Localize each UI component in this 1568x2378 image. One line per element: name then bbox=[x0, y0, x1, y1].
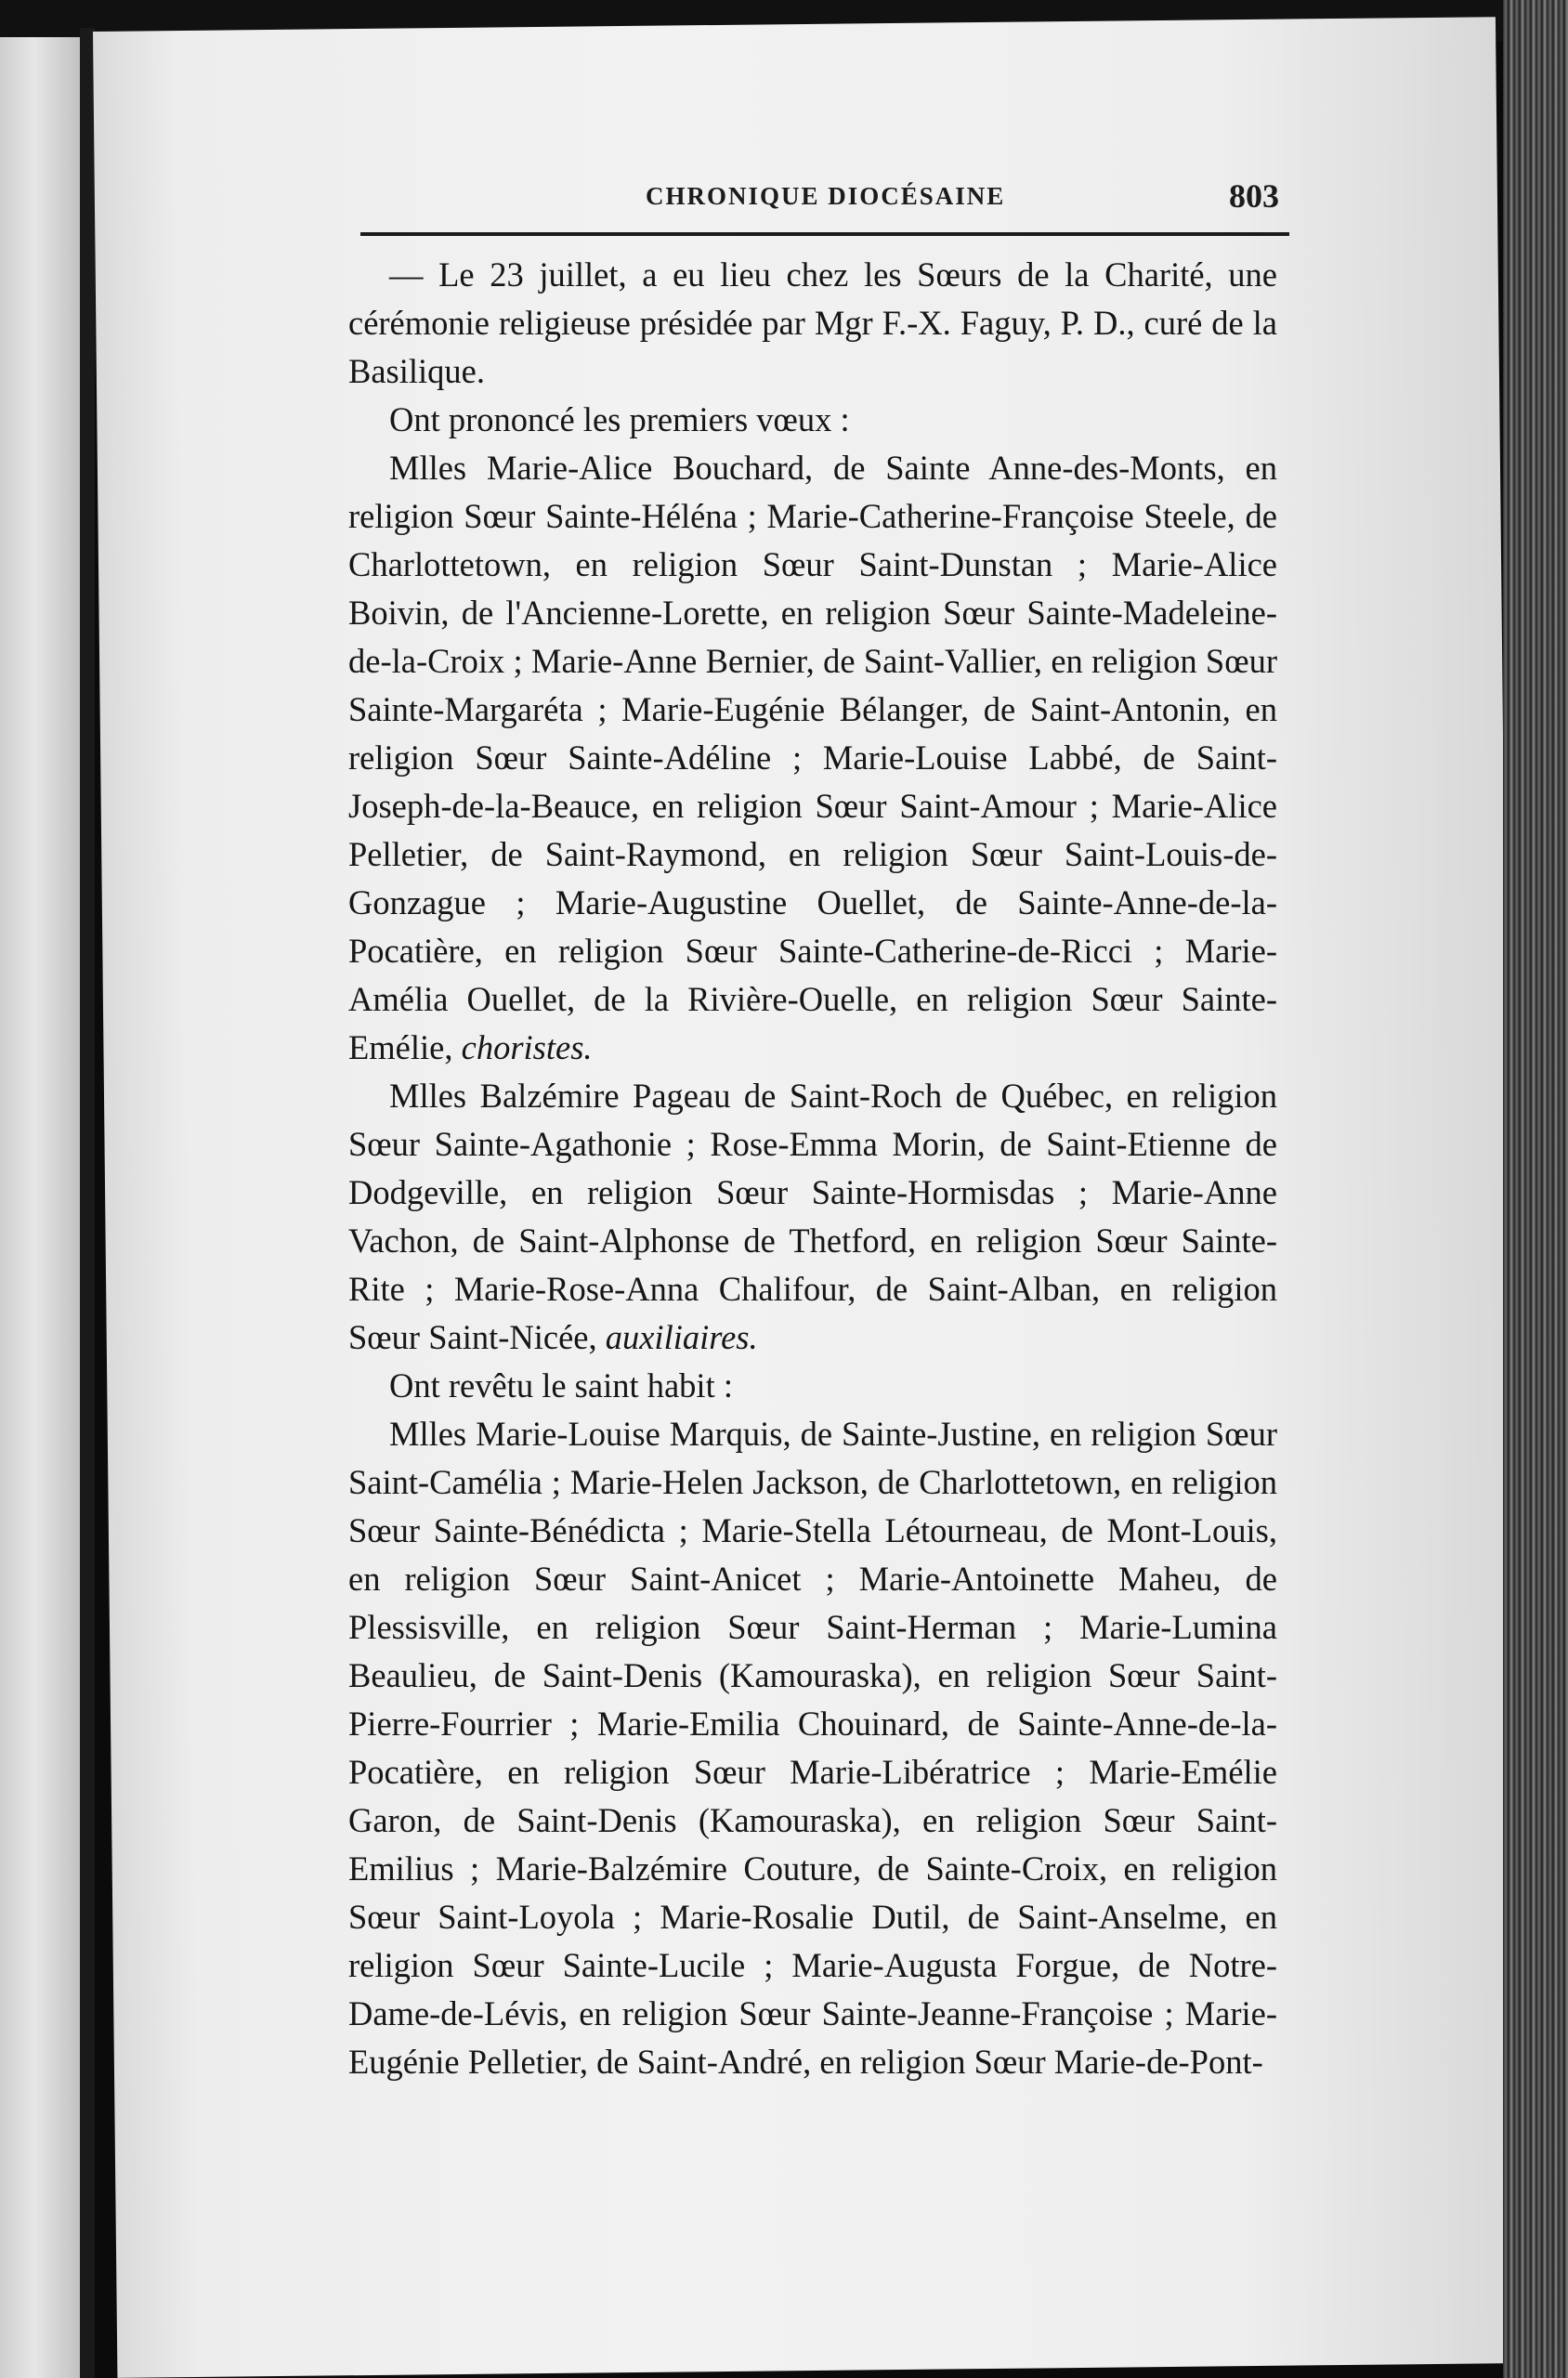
facing-page-edge bbox=[0, 37, 85, 2378]
page-stack-edges bbox=[1503, 0, 1568, 2378]
running-title: CHRONIQUE DIOCÉSAINE bbox=[646, 182, 1006, 210]
paragraph-text: Mlles Marie-Alice Bouchard, de Sainte Anne-des-Monts, en religion Sœur Sainte-Héléna ; Marie-Catherine-Françoise Steele, de Charlottetown, en religion Sœur Saint-Dunstan ; Marie-Alice Boivin, de l'Ancienne-Lorette, en religion Sœur Sainte-Madeleine-de-la-Croix ; Marie-Anne Bernier, de Saint-Vallier, en religion Sœur Sainte-Margaréta ; Marie-Eugénie Bélanger, de Saint-Antonin, en religion Sœur Sainte-Adéline ; Marie-Louise Labbé, de Saint-Joseph-de-la-Beauce, en religion Sœur Saint-Amour ; Marie-Alice Pelletier, de Saint-Raymond, en religion Sœur Saint-Louis-de-Gonzague ; Marie-Augustine Ouellet, de Sainte-Anne-de-la-Pocatière, en religion Sœur Sainte-Catherine-de-Ricci ; Marie-Amélia Ouellet, de la Rivière-Ouelle, en religion Sœur Sainte-Emélie, bbox=[348, 449, 1277, 1066]
page-number: 803 bbox=[1229, 177, 1279, 215]
paragraph-ceremony bbox=[348, 251, 1277, 396]
paragraph-first-vows-heading bbox=[348, 396, 1277, 444]
paragraph-italic-tail: auxiliaires. bbox=[605, 1318, 758, 1356]
paragraph-habit-heading bbox=[348, 1362, 1277, 1410]
paragraph-text: Ont revêtu le saint habit : bbox=[389, 1366, 733, 1405]
paragraph-choristes bbox=[348, 444, 1277, 1072]
paragraph-text: Ont prononcé les premiers vœux : bbox=[389, 400, 850, 438]
book-gutter bbox=[80, 28, 95, 2378]
body-text bbox=[348, 251, 1277, 2086]
paragraph-auxiliaires bbox=[348, 1072, 1277, 1362]
header-rule bbox=[360, 232, 1289, 236]
paragraph-text: — Le 23 juillet, a eu lieu chez les Sœurs de la Charité, une cérémonie religieuse présidée par Mgr F.-X. Faguy, P. D., curé de la Basilique. bbox=[348, 255, 1277, 390]
paragraph-text: Mlles Marie-Louise Marquis, de Sainte-Justine, en religion Sœur Saint-Camélia ; Marie-Helen Jackson, de Charlottetown, en religion Sœur Sainte-Bénédicta ; Marie-Stella Létourneau, de Mont-Louis, en religion Sœur Saint-Anicet ; Marie-Antoinette Maheu, de Plessisville, en religion Sœur Saint-Herman ; Marie-Lumina Beaulieu, de Saint-Denis (Kamouraska), en religion Sœur Saint-Pierre-Fourrier ; Marie-Emilia Chouinard, de Sainte-Anne-de-la-Pocatière, en religion Sœur Marie-Libératrice ; Marie-Emélie Garon, de Saint-Denis (Kamouraska), en religion Sœur Saint-Emilius ; Marie-Balzémire Couture, de Sainte-Croix, en religion Sœur Saint-Loyola ; Marie-Rosalie Dutil, de Saint-Anselme, en religion Sœur Sainte-Lucile ; Marie-Augusta Forgue, de Notre-Dame-de-Lévis, en religion Sœur Sainte-Jeanne-Françoise ; Marie-Eugénie Pelletier, de Saint-André, en religion Sœur Marie-de-Pont- bbox=[348, 1415, 1277, 2081]
paragraph-italic-tail: choristes. bbox=[461, 1028, 593, 1066]
paragraph-text: Mlles Balzémire Pageau de Saint-Roch de Québec, en religion Sœur Sainte-Agathonie ; Rose-Emma Morin, de Saint-Etienne de Dodgeville, en religion Sœur Sainte-Hormisdas ; Marie-Anne Vachon, de Saint-Alphonse de Thetford, en religion Sœur Sainte-Rite ; Marie-Rose-Anna Chalifour, de Saint-Alban, en religion Sœur Saint-Nicée, bbox=[348, 1077, 1277, 1356]
running-head bbox=[267, 167, 1288, 223]
paragraph-habit-list bbox=[348, 1410, 1277, 2086]
